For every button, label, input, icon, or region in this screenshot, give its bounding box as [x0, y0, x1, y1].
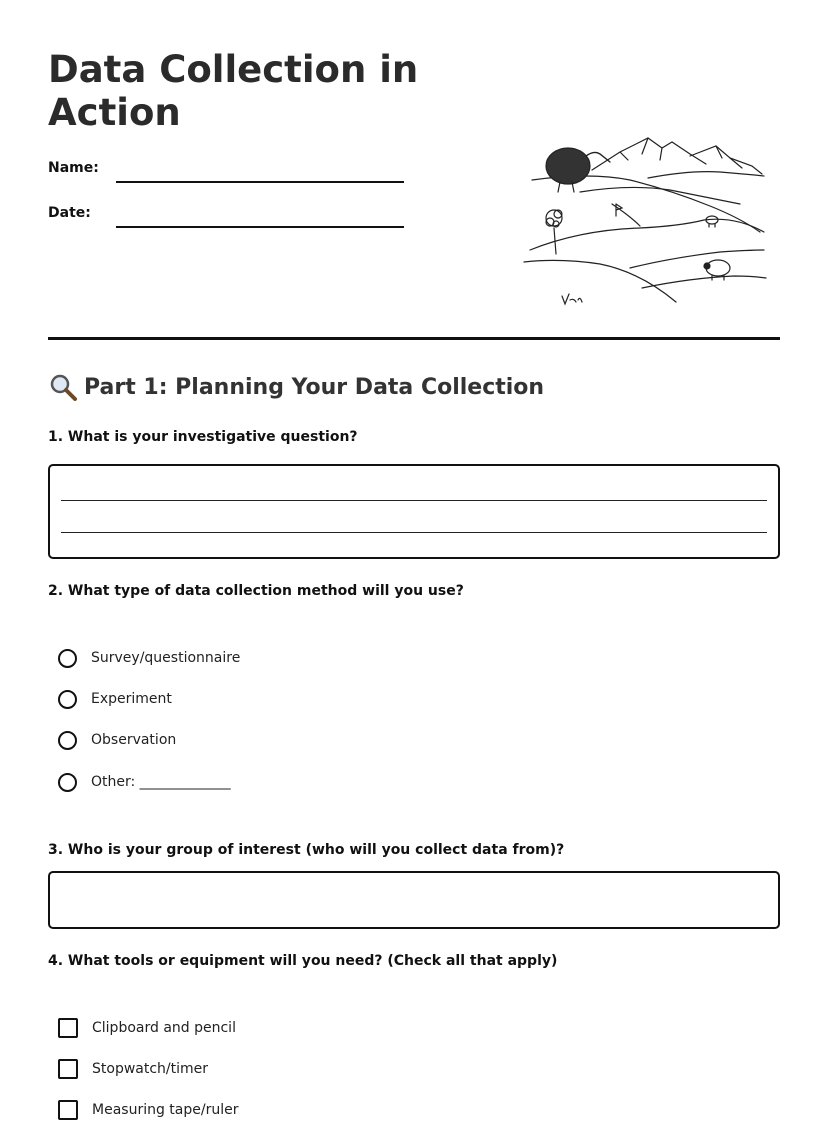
- checkbox[interactable]: [58, 1059, 78, 1079]
- checkbox[interactable]: [58, 1018, 78, 1038]
- question-3: 3. Who is your group of interest (who will you collect data from)?: [48, 842, 565, 858]
- method-option-observation[interactable]: [58, 728, 176, 752]
- part1-title: Part 1: Planning Your Data Collection: [84, 374, 545, 400]
- date-field[interactable]: [116, 226, 404, 228]
- method-option-experiment[interactable]: [58, 687, 172, 711]
- date-label: Date:: [48, 205, 91, 221]
- page-title: Data Collection in Action: [48, 48, 419, 134]
- tool-label: Stopwatch/timer: [92, 1061, 209, 1077]
- radio-circle[interactable]: [58, 773, 77, 792]
- radio-circle[interactable]: [58, 690, 77, 709]
- method-option-survey[interactable]: [58, 646, 240, 670]
- answer-line: [61, 500, 767, 501]
- name-label: Name:: [48, 160, 99, 176]
- tool-option-stopwatch[interactable]: [58, 1057, 208, 1081]
- question-2: 2. What type of data collection method will you use?: [48, 583, 464, 599]
- part1-heading: [48, 372, 544, 402]
- tool-option-measuring-tape[interactable]: [58, 1098, 238, 1122]
- question-1: 1. What is your investigative question?: [48, 429, 358, 445]
- magnifier-icon: [48, 372, 78, 402]
- name-field[interactable]: [116, 181, 404, 183]
- method-label: Observation: [91, 732, 177, 748]
- question-3-answer-box[interactable]: [48, 871, 780, 929]
- landscape-illustration: [520, 132, 770, 312]
- method-label: Experiment: [91, 691, 172, 707]
- question-1-answer-box[interactable]: [48, 464, 780, 559]
- question-4: 4. What tools or equipment will you need? (Check all that apply): [48, 953, 558, 969]
- method-option-other[interactable]: [58, 770, 231, 794]
- radio-circle[interactable]: [58, 731, 77, 750]
- method-label: Survey/questionnaire: [91, 650, 241, 666]
- checkbox[interactable]: [58, 1100, 78, 1120]
- method-label: Other: _____________: [91, 774, 231, 790]
- radio-circle[interactable]: [58, 649, 77, 668]
- tool-label: Measuring tape/ruler: [92, 1102, 239, 1118]
- tool-option-clipboard[interactable]: [58, 1016, 236, 1040]
- tool-label: Clipboard and pencil: [92, 1020, 236, 1036]
- header-divider: [48, 337, 780, 340]
- answer-line: [61, 532, 767, 533]
